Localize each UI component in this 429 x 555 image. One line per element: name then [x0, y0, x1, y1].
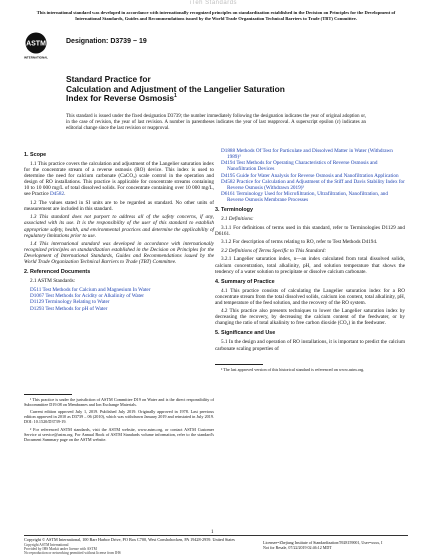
copyright-footer: Copyright © ASTM International, 100 Barr Harbor Drive, PO Box C700, West Conshohocken, PA 19428-2959. United States — [24, 537, 235, 542]
reference-list-left — [24, 287, 214, 312]
paragraph-1-4: 1.4 This international standard was developed in accordance with internationally recognized principles on standardization established in the Decision on Principles for the Development of International Standards, Guides and Recommendations issued by the World Trade Organization Technical Barriers to Trade (TBT) Committee. — [24, 241, 214, 266]
astm-logo — [24, 32, 48, 60]
footnote-1-edition: Current edition approved July 1, 2019. Published July 2019. Originally approved in 1978. Last previous edition approved in 2010 as D3739 – 06 (2010), which was withdrawn January 2019 and reinstated in July 2019. DOI: 10.1520/D3739-19. — [24, 409, 214, 425]
reference-list-right — [215, 148, 405, 203]
logo-caption: INTERNATIONAL — [24, 55, 48, 60]
paragraph-3-1: 3.1 Definitions: — [221, 216, 254, 223]
license-footer: Licensee=Zhejiang Institute of Standardization/5928159001, User=xxxx, I Not for Resale, 07/22/2019 02:46:12 MDT — [263, 540, 383, 550]
reference-item[interactable]: D4582 Practice for Calculation and Adjustment of the Stiff and Davis Stability Index for Reverse Osmosis (Withdrawn 2019)³ — [221, 178, 405, 191]
title-line-2: Calculation and Adjustment of the Langelier Saturation — [66, 83, 285, 94]
designation: Designation: D3739 − 19 — [66, 38, 147, 45]
paragraph-3-1-2: 3.1.2 For description of terms relating to RO, refer to Test Methods D4194. — [221, 239, 378, 246]
svg-text:ASTM: ASTM — [26, 40, 46, 48]
section-heading-scope: 1. Scope — [24, 152, 47, 158]
footer-divider — [24, 535, 408, 536]
paragraph-2-1: 2.1 ASTM Standards: — [30, 278, 76, 285]
paragraph-1-1: 1.1 This practice covers the calculation and adjustment of the Langelier saturation index for the concentrate stream of a reverse osmosis (RO) device. This index is used to determine the need for calcium carbonate (CaCO₃) scale control in the operation and design of RO installations. This practice is applicable for concentrate streams containing 10 to 10 000 mg/L of total dissolved solids. For concentrate containing over 10 000 mg/L, see Practice D4582. — [24, 161, 214, 198]
reference-item[interactable]: D4195 Guide for Water Analysis for Reverse Osmosis and Nanofiltration Application — [221, 172, 399, 179]
document-title — [66, 75, 386, 104]
provider-footer: Copyright ASTM International Provided by IHS Markit under license with ASTM No reproduction or networking permitted without license from IHS — [24, 543, 121, 555]
right-column — [215, 148, 405, 375]
paragraph-3-1-1: 3.1.1 For definitions of terms used in this standard, refer to Terminologies D1129 and D6161. — [215, 224, 405, 237]
paragraph-1-2: 1.2 The values stated in SI units are to be regarded as standard. No other units of measurement are included in this standard. — [24, 199, 214, 212]
title-line-1: Standard Practice for — [66, 74, 151, 84]
reference-item[interactable]: D1888 Methods Of Test for Particulate and Dissolved Matter in Water (Withdrawn 1989)³ — [221, 148, 393, 161]
designation-preface: This standard is issued under the fixed designation D3739; the number immediately following the designation indicates the year of original adoption or, in the case of revision, the year of last revision. A number in parentheses indicates the year of last reapproval. A superscript epsilon (ε) indicates an editorial change since the last revision or reapproval. — [66, 114, 366, 131]
paragraph-1-3: 1.3 This standard does not purport to address all of the safety concerns, if any, associated with its use. It is the responsibility of the user of this standard to establish appropriate safety, health, and environmental practices and determine the applicability of regulatory limitations prior to use. — [24, 214, 214, 239]
reference-item[interactable]: D1067 Test Methods for Acidity or Alkalinity of Water — [30, 293, 145, 300]
paragraph-3-2: 3.2 Definitions of Terms Specific to This Standard: — [221, 247, 327, 254]
reference-item[interactable]: D1129 Terminology Relating to Water — [30, 299, 110, 306]
watermark-text: iTeh Standards — [190, 0, 238, 6]
section-heading-terminology: 3. Terminology — [215, 207, 253, 214]
reference-item[interactable]: D4194 Test Methods for Operating Characteristics of Reverse Osmosis and Nanofiltration Devices — [221, 160, 378, 173]
section-heading-summary: 4. Summary of Practice — [215, 278, 275, 285]
title-footnote-marker: 1 — [174, 93, 177, 100]
section-heading-significance: 5. Significance and Use — [215, 330, 276, 337]
title-line-3: Index for Reverse Osmosis$^1$ — [66, 93, 177, 104]
reference-item[interactable]: D511 Test Methods for Calcium and Magnesium In Water — [30, 286, 151, 293]
paragraph-4-2: 4.2 This practice also presents techniques to lower the Langelier saturation index by decreasing the recovery, by decreasing the calcium content of the feedwater, or by changing the ratio of total alkalinity to free carbon dioxide (CO₂) in the feedwater. — [215, 308, 405, 327]
link-d4582[interactable]: D4582 — [49, 191, 65, 198]
page-number: 1 — [211, 530, 214, 535]
top-notice: This international standard was developed in accordance with internationally recognized principles on standardization established in the Decision on Principles for the Development of International Standards, Guides and Recommendations issued by the World Trade Organization Technical Barriers to Trade (TBT) Committee. — [36, 10, 396, 21]
reference-item[interactable]: D6161 Terminology Used for Microfiltration, Ultrafiltration, Nanofiltration, and Reverse Osmosis Membrane Processes — [221, 191, 388, 204]
footnote-rule-right — [215, 364, 263, 365]
reference-item[interactable]: D1293 Test Methods for pH of Water — [30, 305, 108, 312]
paragraph-4-1: 4.1 This practice consists of calculating the Langelier saturation index for a RO concentrate stream from the total dissolved solids, calcium ion content, total alkalinity, pH, and temperature of the feed solution, and the recovery of the RO system. — [215, 287, 405, 306]
footnote-2: ² For referenced ASTM standards, visit the ASTM website, www.astm.org, or contact ASTM Customer Service at service@astm.org. For Annual Book of ASTM Standards volume information, refer to the standard's Document Summary page on the ASTM website. — [24, 426, 214, 442]
footnote-1: ¹ This practice is under the jurisdiction of ASTM Committee D19 on Water and is the direct responsibility of Subcommittee D19.08 on Membranes and Ion Exchange Materials. — [24, 396, 214, 407]
left-column — [24, 148, 214, 444]
footnote-3: ³ The last approved version of this historical standard is referenced on www.astm.org. — [221, 367, 365, 373]
paragraph-3-2-1: 3.2.1 Langelier saturation index, n—an index calculated from total dissolved solids, calcium concentration, total alkalinity, pH, and solution temperature that shows the tendency of a water solution to precipitate or dissolve calcium carbonate. — [215, 256, 405, 275]
section-heading-referenced-documents: 2. Referenced Documents — [24, 269, 91, 276]
paragraph-5-1: 5.1 In the design and operation of RO installations, it is important to predict the calcium carbonate scaling properties of — [215, 339, 405, 352]
footnote-rule — [24, 394, 72, 395]
